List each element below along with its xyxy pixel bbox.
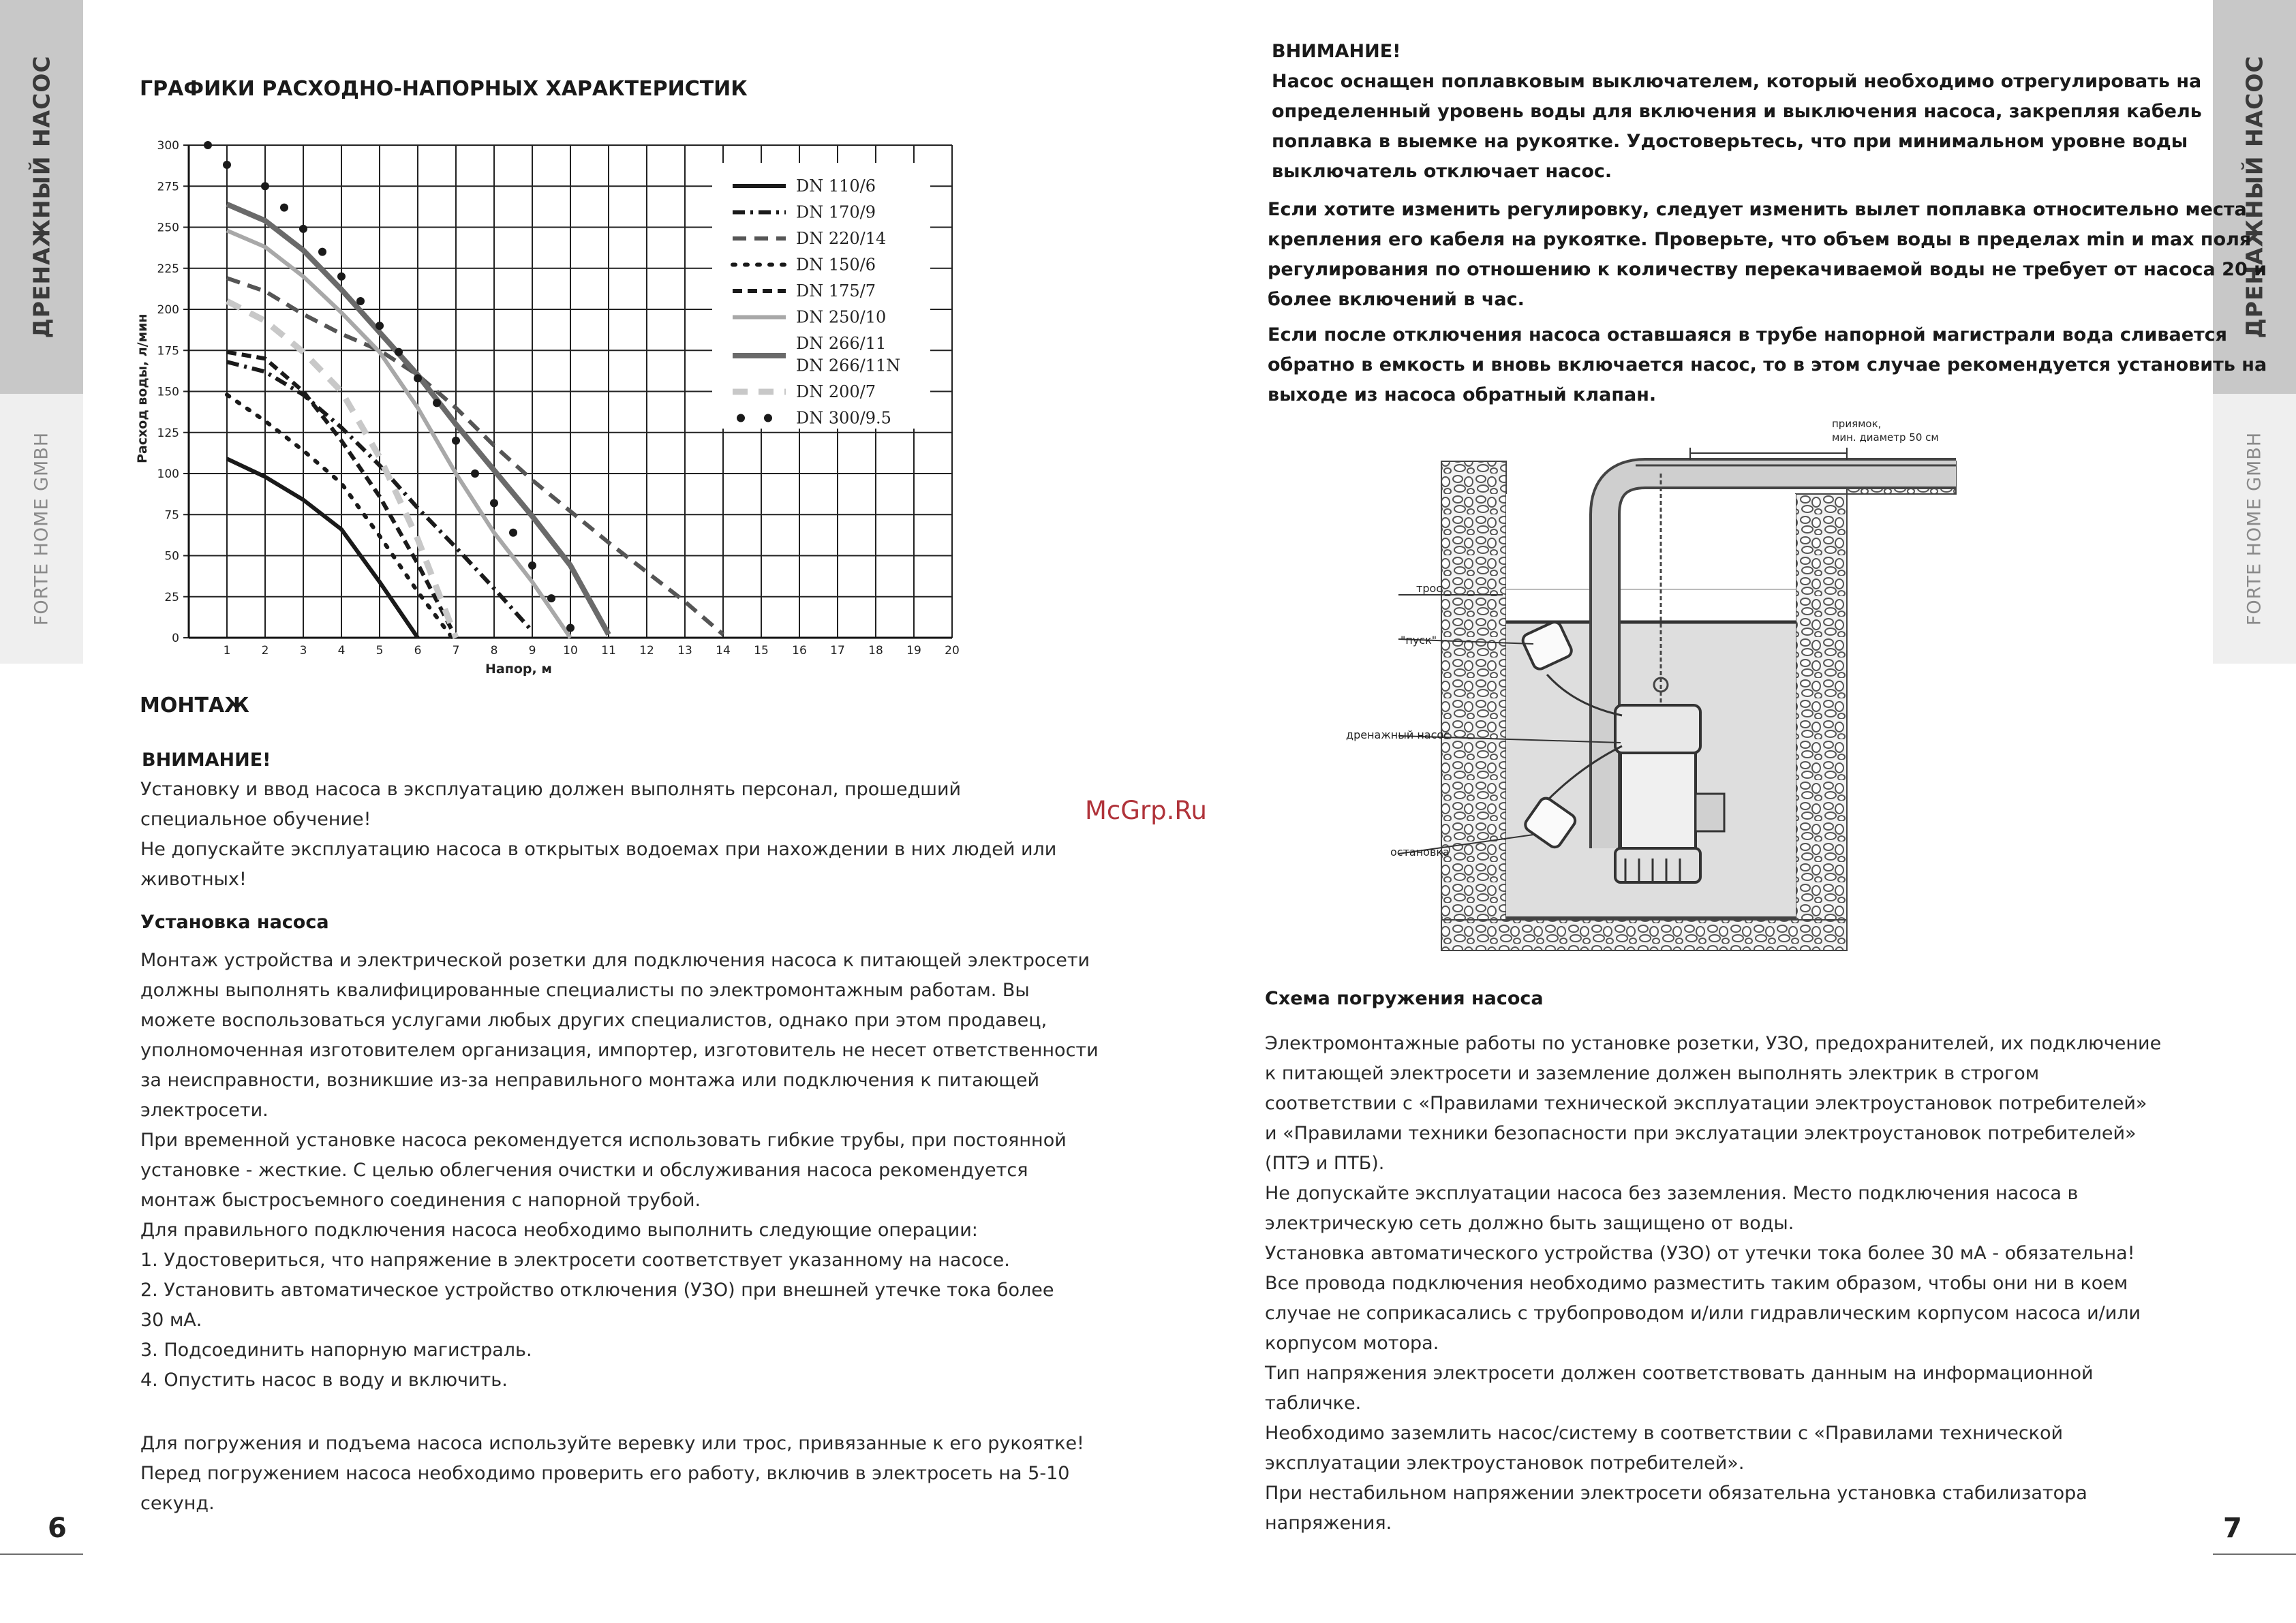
adjustment-paragraph — [1268, 195, 2267, 315]
adjustment-line: более включений в час. — [1268, 289, 1525, 310]
install-subtitle: Установка насоса — [140, 912, 329, 933]
x-tick-label: 6 — [414, 644, 422, 658]
left-side-title: ДРЕНАЖНЫЙ НАСОС — [28, 55, 55, 339]
y-tick-label: 175 — [157, 344, 179, 358]
y-tick-label: 275 — [157, 180, 179, 194]
install-body-line: должны выполнять квалифицированные специалисты по электромонтажным работам. Вы — [140, 980, 1030, 1001]
electrical-safety-line: (ПТЭ и ПТБ). — [1265, 1153, 1385, 1174]
y-tick-label: 125 — [157, 426, 179, 440]
check-valve-line: обратно в емкость и вновь включается насос, то в этом случае рекомендуется установить на — [1268, 354, 2267, 375]
legend-dn-266-11-label: DN 266/11 — [796, 334, 887, 353]
legend-dn-170-9-label: DN 170/9 — [796, 202, 876, 222]
chart-title: ГРАФИКИ РАСХОДНО-НАПОРНЫХ ХАРАКТЕРИСТИК — [140, 77, 748, 101]
float-switch-line: поплавка в выемке на рукоятке. Удостоверьтесь, что при минимальном уровне воды — [1272, 131, 2188, 152]
x-tick-label: 10 — [563, 644, 578, 658]
float-switch-line: выключатель отключает насос. — [1272, 161, 1612, 182]
series-dn-300-9-5-point — [356, 297, 365, 305]
x-tick-label: 12 — [639, 644, 654, 658]
x-tick-label: 11 — [601, 644, 616, 658]
chart-y-label: Расход воды, л/мин — [135, 313, 150, 463]
install-body-line: При временной установке насоса рекомендуется использовать гибкие трубы, при постоянной — [140, 1130, 1067, 1151]
pump-installation-diagram — [1336, 412, 2004, 964]
install-body-line: Для правильного подключения насоса необходимо выполнить следующие операции: — [140, 1220, 978, 1241]
electrical-safety-line: случае не соприкасались с трубопроводом и/или гидравлическим корпусом насоса и/или — [1265, 1303, 2141, 1324]
legend-dn-266-11n-label: DN 266/11N — [796, 356, 901, 375]
electrical-safety-line: Все провода подключения необходимо разместить таким образом, чтобы они ни в коем — [1265, 1273, 2128, 1294]
install-body-line: 2. Установить автоматическое устройство отключения (УЗО) при внешней утечке тока более — [140, 1280, 1054, 1301]
install-body — [140, 946, 1099, 1395]
float-switch-line: определенный уровень воды для включения и выключения насоса, закрепляя кабель — [1272, 101, 2202, 122]
series-dn-300-9-5-point — [452, 437, 460, 445]
right-warning-title: ВНИМАНИЕ! — [1272, 41, 1401, 62]
x-tick-label: 20 — [945, 644, 960, 658]
check-valve-paragraph — [1268, 320, 2267, 410]
x-tick-label: 17 — [830, 644, 845, 658]
series-dn-300-9-5-point — [204, 141, 212, 149]
float-switch-paragraph — [1272, 67, 2202, 187]
label-stop: остановка — [1390, 846, 1450, 859]
pit-air — [1506, 494, 1796, 636]
label-cable: трос — [1416, 582, 1443, 595]
left-stone-wall — [1441, 461, 1506, 938]
electrical-safety-line: электрическую сеть должно быть защищено от воды. — [1265, 1213, 1794, 1234]
electrical-safety-line: При нестабильном напряжении электросети обязательна установка стабилизатора — [1265, 1483, 2087, 1504]
check-valve-line: выходе из насоса обратный клапан. — [1268, 384, 1657, 405]
legend-dn-200-7-label: DN 200/7 — [796, 382, 876, 401]
adjustment-line: регулирования по отношению к количеству перекачиваемой воды не требует от насоса 20 и — [1268, 259, 2267, 280]
install-body-line: уполномоченная изготовителем организация, импортер, изготовитель не несет ответственности — [140, 1040, 1099, 1061]
install-body-line: 4. Опустить насос в воду и включить. — [140, 1370, 508, 1391]
install-body-line: 30 мА. — [140, 1310, 202, 1331]
series-dn-300-9-5-point — [490, 499, 498, 507]
right-side-title: ДРЕНАЖНЫЙ НАСОС — [2241, 55, 2268, 339]
left-warning-text — [140, 775, 1056, 895]
install-body-line: электросети. — [140, 1100, 269, 1121]
install-body-line: 1. Удостовериться, что напряжение в электросети соответствует указанному на насосе. — [140, 1250, 1010, 1271]
left-side-tab — [0, 0, 83, 394]
electrical-safety-line: Не допускайте эксплуатации насоса без заземления. Место подключения насоса в — [1265, 1183, 2079, 1204]
pump-body — [1621, 753, 1696, 855]
label-pump: дренажный насос — [1346, 728, 1450, 741]
left-warning-line: животных! — [140, 869, 247, 890]
y-tick-label: 100 — [157, 467, 179, 481]
legend-dn-300-9-5-label: DN 300/9.5 — [796, 408, 891, 428]
adjustment-line: Если хотите изменить регулировку, следует изменить вылет поплавка относительно места — [1268, 199, 2247, 220]
y-tick-label: 25 — [164, 590, 179, 604]
x-tick-label: 1 — [223, 644, 231, 658]
bottom-stone-layer — [1441, 920, 1847, 950]
legend-dn-250-10-label: DN 250/10 — [796, 307, 887, 327]
series-dn-300-9-5-point — [509, 529, 517, 537]
lowering-line: Для погружения и подъема насоса используйте веревку или трос, привязанные к его рукоятке! — [140, 1433, 1084, 1454]
adjustment-line: крепления его кабеля на рукоятке. Проверьте, что объем воды в пределах min и max поля — [1268, 229, 2252, 250]
diagram-caption: Схема погружения насоса — [1265, 988, 1544, 1009]
y-tick-label: 200 — [157, 303, 179, 317]
lowering-line: Перед погружением насоса необходимо проверить его работу, включив в электросеть на 5-10 — [140, 1463, 1070, 1484]
electrical-safety-line: корпусом мотора. — [1265, 1333, 1439, 1354]
electrical-safety-line: Тип напряжения электросети должен соответствовать данным на информационной — [1265, 1363, 2094, 1384]
x-tick-label: 3 — [299, 644, 307, 658]
pit-label-1: приямок, — [1832, 418, 1882, 430]
x-tick-label: 9 — [528, 644, 536, 658]
legend-dn-300-9-5-swatch — [737, 414, 745, 422]
electrical-safety-line: Установка автоматического устройства (УЗО) от утечки тока более 30 мА - обязательна! — [1265, 1243, 2135, 1264]
x-tick-label: 14 — [716, 644, 731, 658]
lowering-line: секунд. — [140, 1493, 215, 1514]
x-tick-label: 4 — [337, 644, 346, 658]
x-tick-label: 13 — [677, 644, 692, 658]
y-tick-label: 225 — [157, 262, 179, 276]
left-page-rule — [0, 1554, 83, 1555]
electrical-safety-line: напряжения. — [1265, 1513, 1392, 1534]
electrical-safety-text — [1265, 1029, 2161, 1539]
left-side-brand: FORTE HOME GMBH — [31, 431, 52, 626]
series-dn-300-9-5-point — [566, 624, 575, 632]
electrical-safety-line: Необходимо заземлить насос/систему в соответствии с «Правилами технической — [1265, 1423, 2064, 1444]
chart-x-label: Напор, м — [485, 662, 552, 677]
lowering-instructions — [140, 1429, 1084, 1519]
flow-head-chart — [129, 133, 975, 685]
x-tick-label: 8 — [490, 644, 498, 658]
x-tick-label: 19 — [906, 644, 921, 658]
series-dn-110-6-line — [227, 459, 418, 638]
right-side-brand-tab — [2213, 394, 2296, 664]
x-tick-label: 15 — [754, 644, 769, 658]
left-warning-line: специальное обучение! — [140, 809, 371, 830]
series-dn-300-9-5-point — [318, 248, 326, 256]
series-dn-300-9-5-point — [223, 161, 231, 169]
series-dn-300-9-5-point — [261, 182, 269, 190]
install-body-line: монтаж быстросъемного соединения с напорной трубой. — [140, 1190, 701, 1211]
left-warning-line: Установку и ввод насоса в эксплуатацию должен выполнять персонал, прошедший — [140, 779, 962, 800]
float-switch-line: Насос оснащен поплавковым выключателем, который необходимо отрегулировать на — [1272, 71, 2202, 92]
pump-motor — [1615, 705, 1700, 753]
electrical-safety-line: к питающей электросети и заземление должен выполнять электрик в строгом — [1265, 1063, 2040, 1084]
y-tick-label: 75 — [164, 508, 179, 523]
montazh-title: МОНТАЖ — [140, 694, 249, 717]
legend-dn-110-6-label: DN 110/6 — [796, 176, 876, 196]
x-tick-label: 7 — [452, 644, 460, 658]
right-page-rule — [2213, 1554, 2296, 1555]
electrical-safety-line: соответствии с «Правилами технической эксплуатации электроустановок потребителей» — [1265, 1093, 2147, 1114]
series-dn-300-9-5-point — [395, 348, 403, 356]
install-body-line: 3. Подсоединить напорную магистраль. — [140, 1340, 532, 1361]
electrical-safety-line: эксплуатации электроустановок потребителей». — [1265, 1453, 1745, 1474]
y-tick-label: 50 — [164, 549, 179, 563]
check-valve-line: Если после отключения насоса оставшаяся в трубе напорной магистрали вода сливается — [1268, 324, 2228, 345]
y-tick-label: 0 — [172, 632, 179, 645]
install-body-line: Монтаж устройства и электрической розетки для подключения насоса к питающей электросети — [140, 950, 1090, 971]
install-body-line: за неисправности, возникшие из-за неправильного монтажа или подключения к питающей — [140, 1070, 1040, 1091]
left-page-number: 6 — [48, 1513, 67, 1544]
series-dn-300-9-5-point — [337, 273, 346, 281]
series-dn-250-10-line — [227, 230, 570, 638]
x-tick-label: 18 — [868, 644, 883, 658]
right-stone-wall — [1796, 494, 1847, 938]
legend-dn-300-9-5-swatch — [764, 414, 772, 422]
install-body-line: можете воспользоваться услугами любых других специалистов, однако при этом продавец, — [140, 1010, 1047, 1031]
series-dn-300-9-5-point — [280, 204, 288, 212]
left-side-brand-tab — [0, 394, 83, 664]
series-dn-300-9-5-point — [433, 399, 441, 407]
watermark: McGrp.Ru — [1085, 796, 1207, 825]
chart-legend — [712, 163, 930, 429]
electrical-safety-line: табличке. — [1265, 1393, 1362, 1414]
right-side-brand: FORTE HOME GMBH — [2244, 431, 2265, 626]
left-warning-line: Не допускайте эксплуатацию насоса в открытых водоемах при нахождении в них людей или — [140, 839, 1057, 860]
right-page-number: 7 — [2223, 1513, 2242, 1544]
series-dn-300-9-5-point — [471, 469, 479, 478]
y-tick-label: 250 — [157, 221, 179, 235]
y-tick-label: 150 — [157, 385, 179, 399]
series-dn-300-9-5-point — [299, 225, 307, 233]
label-start: "пуск" — [1400, 634, 1437, 647]
legend-dn-175-7-label: DN 175/7 — [796, 281, 876, 300]
series-dn-220-14-line — [227, 278, 723, 634]
chart-series — [204, 141, 723, 638]
series-dn-300-9-5-point — [547, 594, 555, 602]
install-body-line: установке - жесткие. С целью облегчения очистки и обслуживания насоса рекомендуется — [140, 1160, 1028, 1181]
x-tick-label: 16 — [792, 644, 807, 658]
legend-dn-220-14-label: DN 220/14 — [796, 229, 887, 248]
left-warning-title: ВНИМАНИЕ! — [142, 749, 271, 771]
series-dn-300-9-5-point — [528, 561, 536, 570]
series-dn-300-9-5-point — [376, 322, 384, 330]
x-tick-label: 2 — [261, 644, 269, 658]
x-tick-label: 5 — [376, 644, 384, 658]
series-dn-300-9-5-point — [414, 374, 422, 382]
electrical-safety-line: и «Правилами техники безопасности при экслуатации электроустановок потребителей» — [1265, 1123, 2137, 1144]
electrical-safety-line: Электромонтажные работы по установке розетки, УЗО, предохранителей, их подключение — [1265, 1033, 2162, 1054]
pit-label-2: мин. диаметр 50 см — [1832, 431, 1939, 444]
legend-dn-150-6-label: DN 150/6 — [796, 255, 876, 275]
y-tick-label: 300 — [157, 139, 179, 153]
